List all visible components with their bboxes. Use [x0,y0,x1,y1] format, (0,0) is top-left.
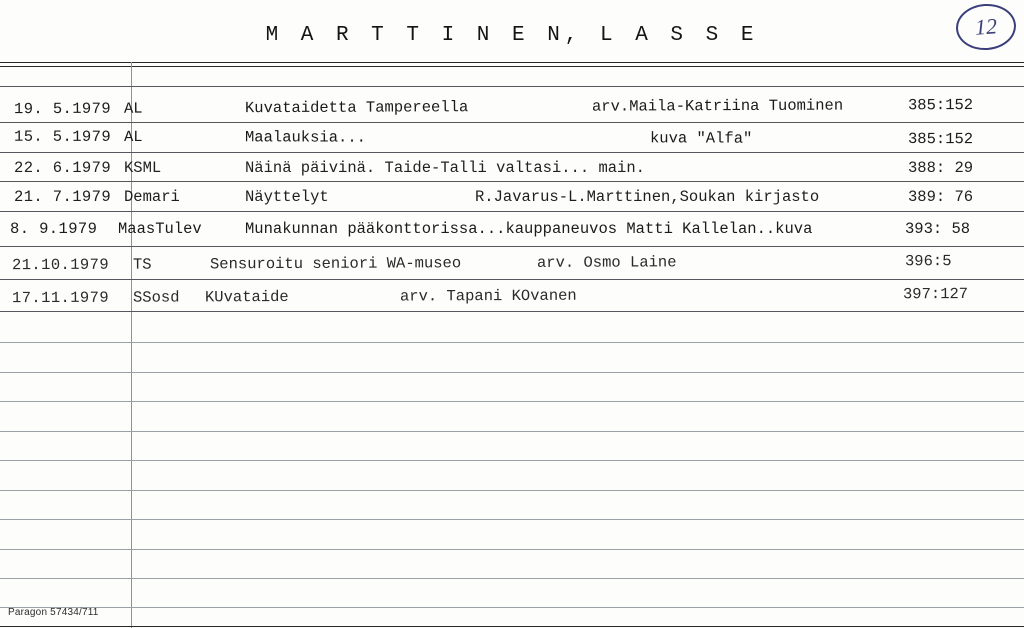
table-row [0,250,1024,283]
entry-reference: 396:5 [904,252,952,271]
entry-source: Demari [124,188,180,206]
entry-title: KUvataide [204,287,289,307]
entry-date: 21.10.1979 [11,255,110,275]
rule-line-10 [0,401,1024,402]
table-row [0,186,1024,215]
rule-line-12 [0,460,1024,461]
rule-line-14 [0,519,1024,520]
table-row [0,283,1024,316]
entry-note: arv. Tapani KOvanen [399,286,577,306]
entry-reference: 397:127 [902,285,969,304]
entry-source: TS [132,255,152,274]
rule-line-9 [0,372,1024,373]
entry-date: 17.11.1979 [11,288,110,308]
entry-source: AL [123,99,143,118]
printer-imprint: Paragon 57434/711 [8,607,99,618]
entry-source: MaasTulev [118,220,202,238]
entry-reference: 389: 76 [908,188,974,206]
entry-date: 21. 7.1979 [14,188,112,206]
card-number-badge: 12 [954,2,1017,52]
entry-date: 15. 5.1979 [13,127,112,146]
entry-title: Näyttelyt [245,188,329,206]
table-row [0,218,1024,247]
entry-note: kuva "Alfa" [649,129,753,148]
rule-line-17 [0,607,1024,608]
table-row [0,126,1024,158]
rule-bottom [0,626,1024,627]
entry-reference: 393: 58 [905,220,971,238]
entry-title: Näinä päivinä. Taide-Talli valtasi... main. [245,159,645,177]
rule-line-16 [0,578,1024,579]
entry-note: R.Javarus-L.Marttinen,Soukan kirjasto [475,188,820,206]
rule-line-0 [0,86,1024,87]
rule-line-13 [0,490,1024,491]
entry-title: Sensuroitu seniori WA-museo [209,254,462,274]
entry-reference: 385:152 [907,95,974,115]
entry-reference: 388: 29 [908,159,974,177]
table-row [0,157,1024,186]
entry-note: arv. Osmo Laine [536,253,677,272]
page-title: M A R T T I N E N, L A S S E [265,24,759,47]
entry-reference: 385:152 [907,130,974,149]
entry-date: 22. 6.1979 [14,159,112,177]
entry-date: 8. 9.1979 [10,220,98,238]
rule-top-2 [0,66,1024,67]
entry-source: AL [123,127,143,147]
table-row [0,94,1024,127]
entry-source: KSML [124,159,162,177]
rule-top-1 [0,62,1024,63]
entry-title: Kuvataidetta Tampereella [244,98,469,118]
entry-title: Munakunnan pääkonttorissa...kauppaneuvos Matti Kallelan..kuva [245,220,813,238]
rule-line-15 [0,549,1024,550]
entry-date: 19. 5.1979 [13,99,112,119]
rule-line-8 [0,342,1024,343]
rule-line-11 [0,431,1024,432]
entry-title: Maalauksia... [244,128,366,147]
entry-source: SSosd [132,288,180,307]
entry-note: arv.Maila-Katriina Tuominen [591,96,844,116]
